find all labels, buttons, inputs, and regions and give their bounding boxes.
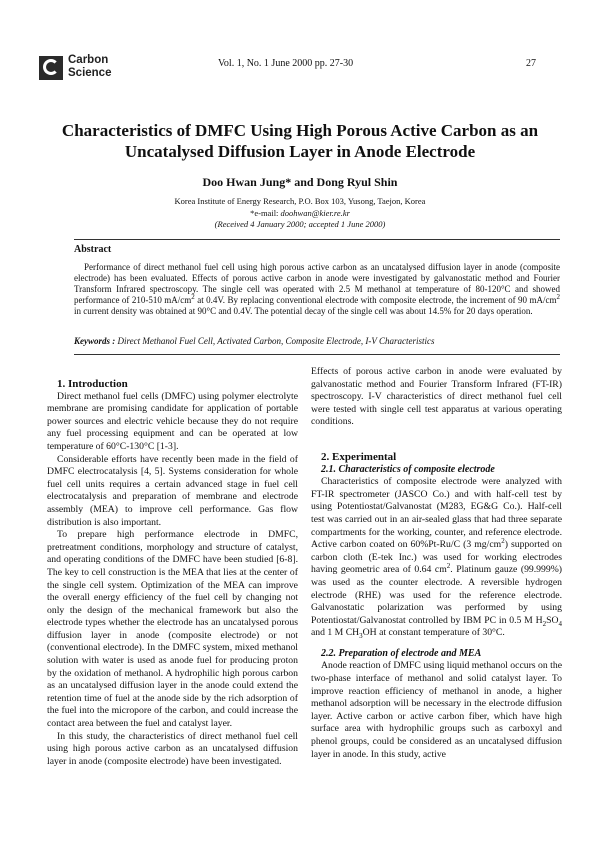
keywords-label: Keywords : <box>74 336 118 346</box>
intro-heading: 1. Introduction <box>57 378 128 390</box>
running-head: Vol. 1, No. 1 June 2000 pp. 27-30 <box>218 58 354 69</box>
text-run: Characteristics of composite electrode were analyzed with FT-IR spectrometer (JASCO Co.) and with half-cell test by using Potentiostat/Galvanostat (M283, EG&G Co.). Half-cell test was carried out in an air-sealed glass that had three separate compartments for the working, counter, and reference electrode. Active carbon coated on 60%Pt-Ru/C (3 mg/cm <box>311 476 562 551</box>
text-run: OH at constant temperature of 30°C. <box>362 627 505 639</box>
abstract-top-rule <box>74 239 560 240</box>
journal-name <box>68 54 111 80</box>
intro-continued: Effects of porous active carbon in anode were evaluated by galvanostatic method and Fourier Transform Infrared (FT-IR) spectroscopy. I-V characteristics of direct methanol fuel cell were tested with single cell test apparatus at various operating conditions. <box>311 366 562 428</box>
sub: 4 <box>558 619 562 628</box>
abstract-heading: Abstract <box>74 244 112 255</box>
abstract-sup: 2 <box>556 292 560 301</box>
right-column <box>311 366 562 761</box>
intro-paragraph: Direct methanol fuel cells (DMFC) using polymer electrolyte membrane are promising candidate for application of portable power sources and electric vehicle because they do not require any fuel processing equipment and can be operated at low temperature of 60°C-130°C [1-3]. <box>47 390 298 452</box>
email-line <box>40 208 560 220</box>
subsection-paragraph <box>311 476 562 640</box>
title-line2: Uncatalysed Diffusion Layer in Anode Electrode <box>124 142 476 161</box>
paper-title <box>40 120 560 162</box>
sub: 2 <box>542 619 547 628</box>
sub: 3 <box>359 632 363 641</box>
page-number: 27 <box>526 58 536 69</box>
sup: 2 <box>501 536 505 545</box>
authors: Doo Hwan Jung* and Dong Ryul Shin <box>202 175 398 189</box>
text-run: ) supported on carbon cloth (E-tek Inc.) was used for working electrodes having geometric area of 0.64 cm <box>311 539 562 576</box>
text-run: and 1 M CH <box>311 627 360 639</box>
email-label: *e-mail: <box>250 207 281 218</box>
title-line1: Characteristics of DMFC Using High Porous Active Carbon as an <box>61 121 539 140</box>
abstract-part3: in current density was obtained at 90°C and 0.4V. The potential decay of the single cell was about 14.5% for 20 days operation. <box>74 305 533 316</box>
sup: 2 <box>446 562 451 571</box>
abstract-bottom-rule <box>74 354 560 355</box>
keywords <box>74 336 560 346</box>
experimental-heading: 2. Experimental <box>321 450 397 463</box>
subsection-heading: 2.2. Preparation of electrode and MEA <box>321 647 482 659</box>
affiliation: Korea Institute of Energy Research, P.O. Box 103, Yusong, Taejon, Korea <box>174 196 426 206</box>
intro-paragraph: To prepare high performance electrode in DMFC, pretreatment conditions, morphology and structure of catalyst, and operating conditions of the DMFC have been studied [6-8]. The key to cell construction is the MEA that lies at the center of the single cell system. Optimization of the MEA can improve the overall energy efficiency of the fuel cell by changing not only the design of the mechanical framework but also the electrode types whether the electrode has an uncatalysed porous diffusion layer in anode (composite electrode) or not (conventional electrode). In the DMFC system, mixed methanol solution with water is used as anode fuel for producing proton by the oxidation of methanol. A hydrophilic high porous carbon as an uncatalysed diffusion layer in the anode could extend the retention time of fuel at the anode side by the rich adsorption of the fuel into the micropore of the carbon, and could increase the contact area between the fuel and catalyst layer. <box>47 529 298 730</box>
intro-paragraph: In this study, the characteristics of direct methanol fuel cell using high porous active carbon as an uncatalysed diffusion layer in anode (composite electrode) have been investigated. <box>47 730 298 767</box>
abstract-text <box>74 262 560 317</box>
abstract-sup: 2 <box>191 292 195 301</box>
carbon-logo-icon <box>39 56 63 80</box>
keywords-text: Direct Methanol Fuel Cell, Activated Carbon, Composite Electrode, I-V Characteristics <box>117 336 435 346</box>
subsection-paragraph: Anode reaction of DMFC using liquid methanol occurs on the two-phase interface of methanol and solid catalyst layer. To improve reaction efficiency of methanol in anode, a higher methanol adsorption will be necessary in the electrode diffusion layer. Active carbon or active carbon fiber, which have high surface area with hydrophilic groups such as carboxyl and phenol groups, could be considered as an uncatalysed diffusion layer in anode. In this study, active <box>311 660 562 760</box>
abstract-part2: at 0.4V. By replacing conventional electrode with composite electrode, the increment of 90 mA/cm <box>194 294 557 305</box>
logo-line1: Carbon <box>68 54 109 66</box>
email: doohwan@kier.re.kr <box>280 207 350 218</box>
intro-paragraph: Considerable efforts have recently been made in the field of DMFC electrocatalysis [4, 5]. Systems consideration for whole fuel cell units requires a certain advanced stage in fuel cell electrocatalysis and preparation of membrane and electrode assembly (MEA) to improve cell performance. Gas flow distribution is also important. <box>47 453 298 528</box>
text-run: SO <box>546 614 559 626</box>
journal-logo <box>39 54 119 84</box>
left-column <box>47 378 298 768</box>
abstract-part1: Performance of direct methanol fuel cell using high porous active carbon as an uncatalysed diffusion layer in anode (composite electrode) has been evaluated. Effects of porous active carbon in anode were investigated by galvanostatic method and Fourier Transform Infrared spectroscopy. The single cell was operated with 2.5 M methanol at temperature of 80-120°C and showed performance of 210-510 mA/cm <box>74 262 560 305</box>
logo-line2: Science <box>68 67 112 79</box>
subsection-heading: 2.1. Characteristics of composite electrode <box>321 463 495 475</box>
text-run: . Platinum gauze (99.999%) was used as the counter electrode. A reversible hydrogen electrode (RHE) was used for the reference electrode. Galvanostatic polarization was performed by using Potentiostat/Galvanostat controlled by IBM PC in 0.5 M H <box>311 564 562 626</box>
received-dates: (Received 4 January 2000; accepted 1 June 2000) <box>214 219 386 229</box>
affiliation-block <box>40 196 560 231</box>
